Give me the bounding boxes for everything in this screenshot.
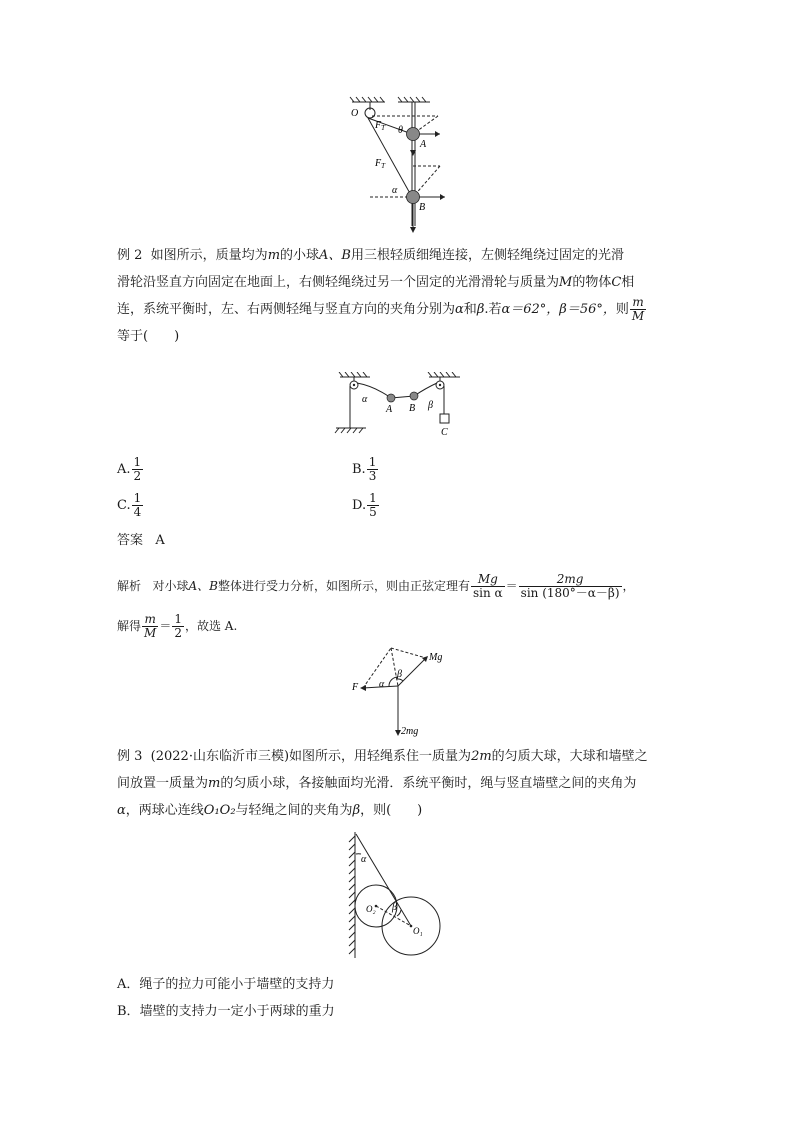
figure-force-diagram-ab <box>340 96 465 236</box>
answer-value: A <box>155 533 165 548</box>
example-3-option-b[interactable]: B．墙壁的支持力一定小于两球的重力 <box>117 1004 335 1019</box>
label-theta: θ <box>398 125 403 136</box>
figure-pulley-system <box>334 372 464 438</box>
example-3-line-2: 间放置一质量为m的匀质小球，各接触面均光滑．系统平衡时，绳与竖直墙壁之间的夹角为 <box>117 776 637 791</box>
label-beta: β <box>397 669 402 680</box>
figure-force-triangle <box>347 644 457 740</box>
option-a[interactable]: A. $\frac{1}{2}$ <box>117 455 142 483</box>
example-3-line-1: 例 3 (2022·山东临沂市三模)如图所示，用轻绳系住一质量为2m的匀质大球，大球和墙壁之 <box>117 749 648 764</box>
example-2-text <box>117 242 682 350</box>
label-o: O <box>351 108 359 119</box>
label-a: A <box>420 139 427 150</box>
label-alpha: α <box>362 394 368 405</box>
answer-label: 答案 <box>117 533 144 548</box>
example-2-line-2: 滑轮沿竖直方向固定在地面上，右侧轻绳绕过另一个固定的光滑滑轮与质量为M的物体C相 <box>117 275 635 290</box>
option-d[interactable]: D. $\frac{1}{5}$ <box>352 491 377 519</box>
label-alpha: α <box>361 854 367 865</box>
example-2-line-3: 连，系统平衡时，左、右两侧轻绳与竖直方向的夹角分别为α和β.若α＝62°，β＝56°，则 $\frac{m}{M}$ <box>117 295 645 323</box>
analysis-line-2: 解得 $\frac{m}{M}$ ＝ $\frac{1}{2}$ ，故选 A. <box>117 612 238 640</box>
label-alpha: α <box>379 679 385 690</box>
label-o1: O₁ <box>413 926 423 936</box>
label-b: B <box>409 403 416 414</box>
analysis-line-1: 解析 对小球A、B整体进行受力分析，如图所示，则由正弦定理有 $\frac{Mg}{\text{sin α}}$ ＝ $\frac{2mg}{\sin (180^\circ-\alpha-\beta)}$ ， <box>117 572 635 600</box>
label-mg: Mg <box>429 652 443 663</box>
label-c: C <box>441 427 448 438</box>
example-3-options <box>117 971 682 1025</box>
option-b[interactable]: B. $\frac{1}{3}$ <box>352 455 377 483</box>
option-c[interactable]: C. $\frac{1}{4}$ <box>117 491 142 519</box>
label-o2: O₂ <box>366 904 376 914</box>
example-2-line-4: 等于( ) <box>117 329 180 344</box>
label-f: F <box>352 682 359 693</box>
label-a: A <box>386 404 393 415</box>
example-3-line-3: α，两球心连线O₁O₂与轻绳之间的夹角为β，则( ) <box>117 803 423 818</box>
label-beta: β <box>392 902 397 913</box>
label-alpha: α <box>392 185 398 196</box>
label-b: B <box>419 202 426 213</box>
label-ft-1: $F_T$ <box>375 120 386 132</box>
analysis <box>117 566 682 646</box>
answer <box>117 527 682 554</box>
example-2-tag: 例 2 <box>117 248 143 263</box>
example-3-tag: 例 3 <box>117 749 143 764</box>
label-ft-2: $F_T$ <box>375 158 386 170</box>
analysis-label: 解析 <box>117 579 142 593</box>
example-3-option-a[interactable]: A．绳子的拉力可能小于墙壁的支持力 <box>117 977 335 992</box>
label-beta: β <box>428 400 433 411</box>
label-2mg: 2mg <box>401 726 419 737</box>
example-2-line-1: 例 2 如图所示，质量均为m的小球A、B用三根轻质细绳连接，左侧轻绳绕过固定的光滑 <box>117 248 624 263</box>
example-3-text <box>117 743 682 824</box>
figure-spheres-wall <box>345 830 445 960</box>
fraction-m-over-M: $\frac{m}{M}$ <box>631 295 645 323</box>
